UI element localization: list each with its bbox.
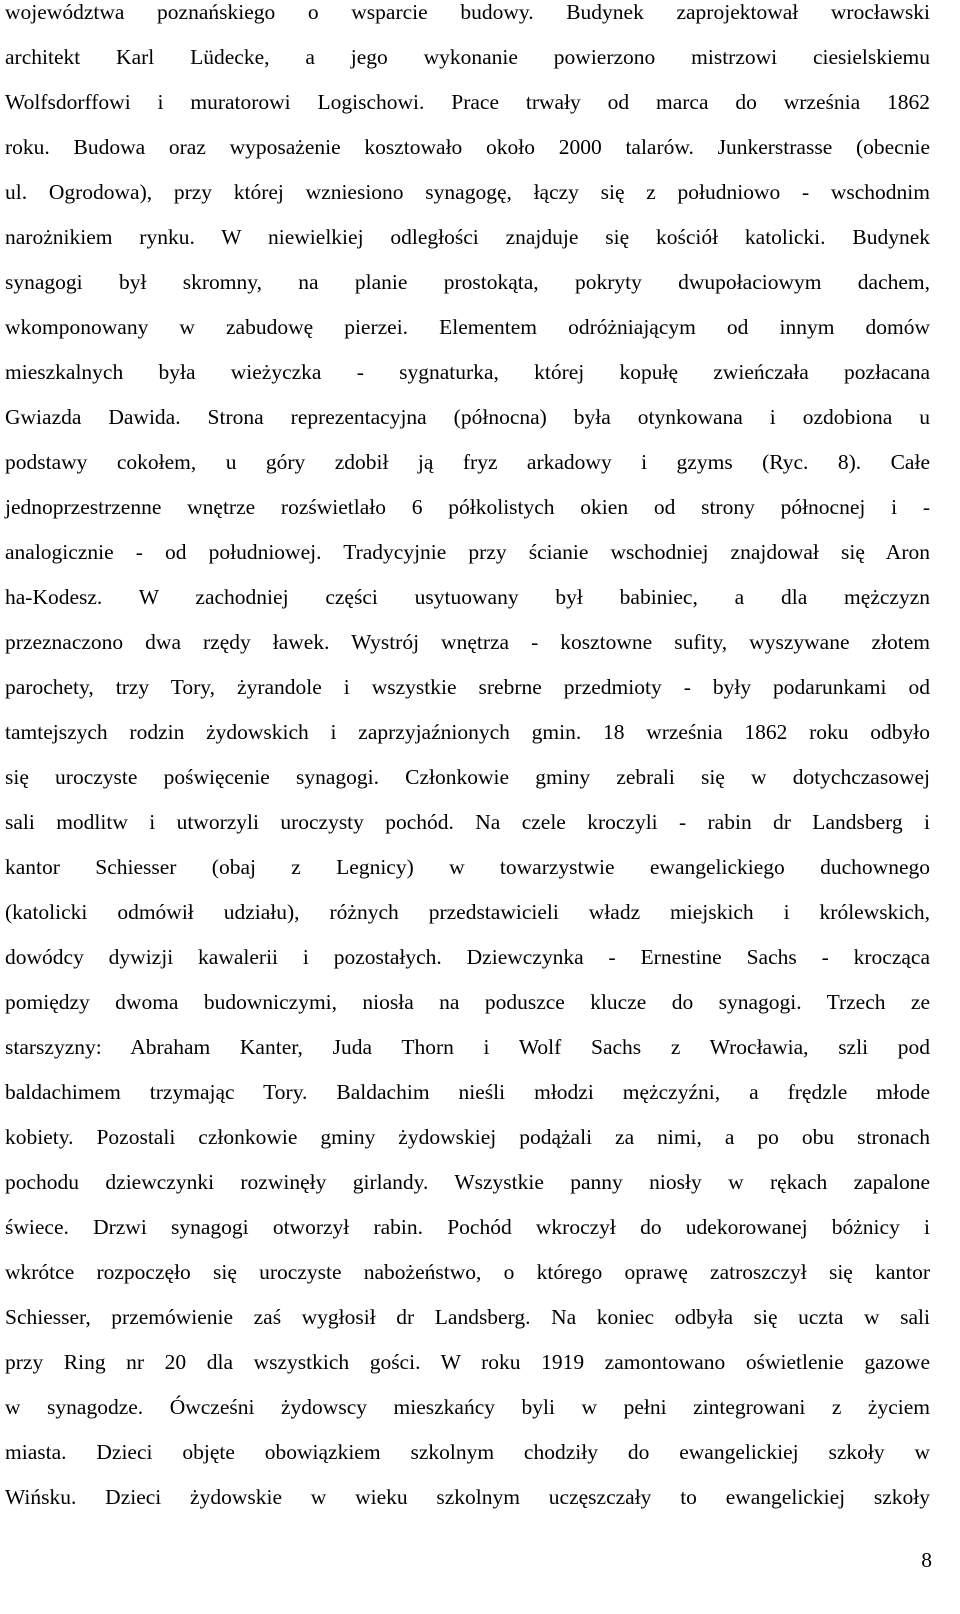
text-line: analogicznie - od południowej. Tradycyjnie przy ścianie wschodniej znajdował się Aron — [5, 540, 930, 564]
text-line: sali modlitw i utworzyli uroczysty pochód. Na czele kroczyli - rabin dr Landsberg i — [5, 810, 930, 834]
text-line: pomiędzy dwoma budowniczymi, niosła na poduszce klucze do synagogi. Trzech ze — [5, 990, 930, 1014]
text-line: wkrótce rozpoczęło się uroczyste nabożeństwo, o którego oprawę zatroszczył się kantor — [5, 1260, 930, 1284]
text-line: starszyzny: Abraham Kanter, Juda Thorn i Wolf Sachs z Wrocławia, szli pod — [5, 1035, 930, 1059]
text-line: ha-Kodesz. W zachodniej części usytuowany był babiniec, a dla mężczyzn — [5, 585, 930, 609]
text-line: synagogi był skromny, na planie prostokąta, pokryty dwupołaciowym dachem, — [5, 270, 930, 294]
text-line: mieszkalnych była wieżyczka - sygnaturka, której kopułę zwieńczała pozłacana — [5, 360, 930, 384]
text-line: kantor Schiesser (obaj z Legnicy) w towarzystwie ewangelickiego duchownego — [5, 855, 930, 879]
text-line: Schiesser, przemówienie zaś wygłosił dr Landsberg. Na koniec odbyła się uczta w sali — [5, 1305, 930, 1329]
text-line: kobiety. Pozostali członkowie gminy żydowskiej podążali za nimi, a po obu stronach — [5, 1125, 930, 1149]
text-line: (katolicki odmówił udziału), różnych przedstawicieli władz miejskich i królewskich, — [5, 900, 930, 924]
text-line: roku. Budowa oraz wyposażenie kosztowało około 2000 talarów. Junkerstrasse (obecnie — [5, 135, 930, 159]
text-line: przy Ring nr 20 dla wszystkich gości. W roku 1919 zamontowano oświetlenie gazowe — [5, 1350, 930, 1374]
text-line: Wolfsdorffowi i muratorowi Logischowi. Prace trwały od marca do września 1862 — [5, 90, 930, 114]
text-line: przeznaczono dwa rzędy ławek. Wystrój wnętrza - kosztowne sufity, wyszywane złotem — [5, 630, 930, 654]
text-line: jednoprzestrzenne wnętrze rozświetlało 6 półkolistych okien od strony północnej i - — [5, 495, 930, 519]
page-number: 8 — [921, 1548, 932, 1572]
text-line: pochodu dziewczynki rozwinęły girlandy. Wszystkie panny niosły w rękach zapalone — [5, 1170, 930, 1194]
text-line: świece. Drzwi synagogi otworzył rabin. Pochód wkroczył do udekorowanej bóżnicy i — [5, 1215, 930, 1239]
text-line: tamtejszych rodzin żydowskich i zaprzyjaźnionych gmin. 18 września 1862 roku odbyło — [5, 720, 930, 744]
text-line: ul. Ogrodowa), przy której wzniesiono synagogę, łączy się z południowo - wschodnim — [5, 180, 930, 204]
text-line: parochety, trzy Tory, żyrandole i wszystkie srebrne przedmioty - były podarunkami od — [5, 675, 930, 699]
text-line: w synagodze. Ówcześni żydowscy mieszkańcy byli w pełni zintegrowani z życiem — [5, 1395, 930, 1419]
text-line: Gwiazda Dawida. Strona reprezentacyjna (północna) była otynkowana i ozdobiona u — [5, 405, 930, 429]
text-line: baldachimem trzymając Tory. Baldachim nieśli młodzi mężczyźni, a frędzle młode — [5, 1080, 930, 1104]
text-line: Wińsku. Dzieci żydowskie w wieku szkolnym uczęszczały to ewangelickiej szkoły — [5, 1485, 930, 1509]
text-line: podstawy cokołem, u góry zdobił ją fryz arkadowy i gzyms (Ryc. 8). Całe — [5, 450, 930, 474]
text-line: województwa poznańskiego o wsparcie budowy. Budynek zaprojektował wrocławski — [5, 0, 930, 24]
text-line: miasta. Dzieci objęte obowiązkiem szkolnym chodziły do ewangelickiej szkoły w — [5, 1440, 930, 1464]
text-line: architekt Karl Lüdecke, a jego wykonanie powierzono mistrzowi ciesielskiemu — [5, 45, 930, 69]
text-line: wkomponowany w zabudowę pierzei. Elementem odróżniającym od innym domów — [5, 315, 930, 339]
text-line: narożnikiem rynku. W niewielkiej odległości znajduje się kościół katolicki. Budynek — [5, 225, 930, 249]
text-line: się uroczyste poświęcenie synagogi. Członkowie gminy zebrali się w dotychczasowej — [5, 765, 930, 789]
text-line: dowódcy dywizji kawalerii i pozostałych. Dziewczynka - Ernestine Sachs - krocząca — [5, 945, 930, 969]
